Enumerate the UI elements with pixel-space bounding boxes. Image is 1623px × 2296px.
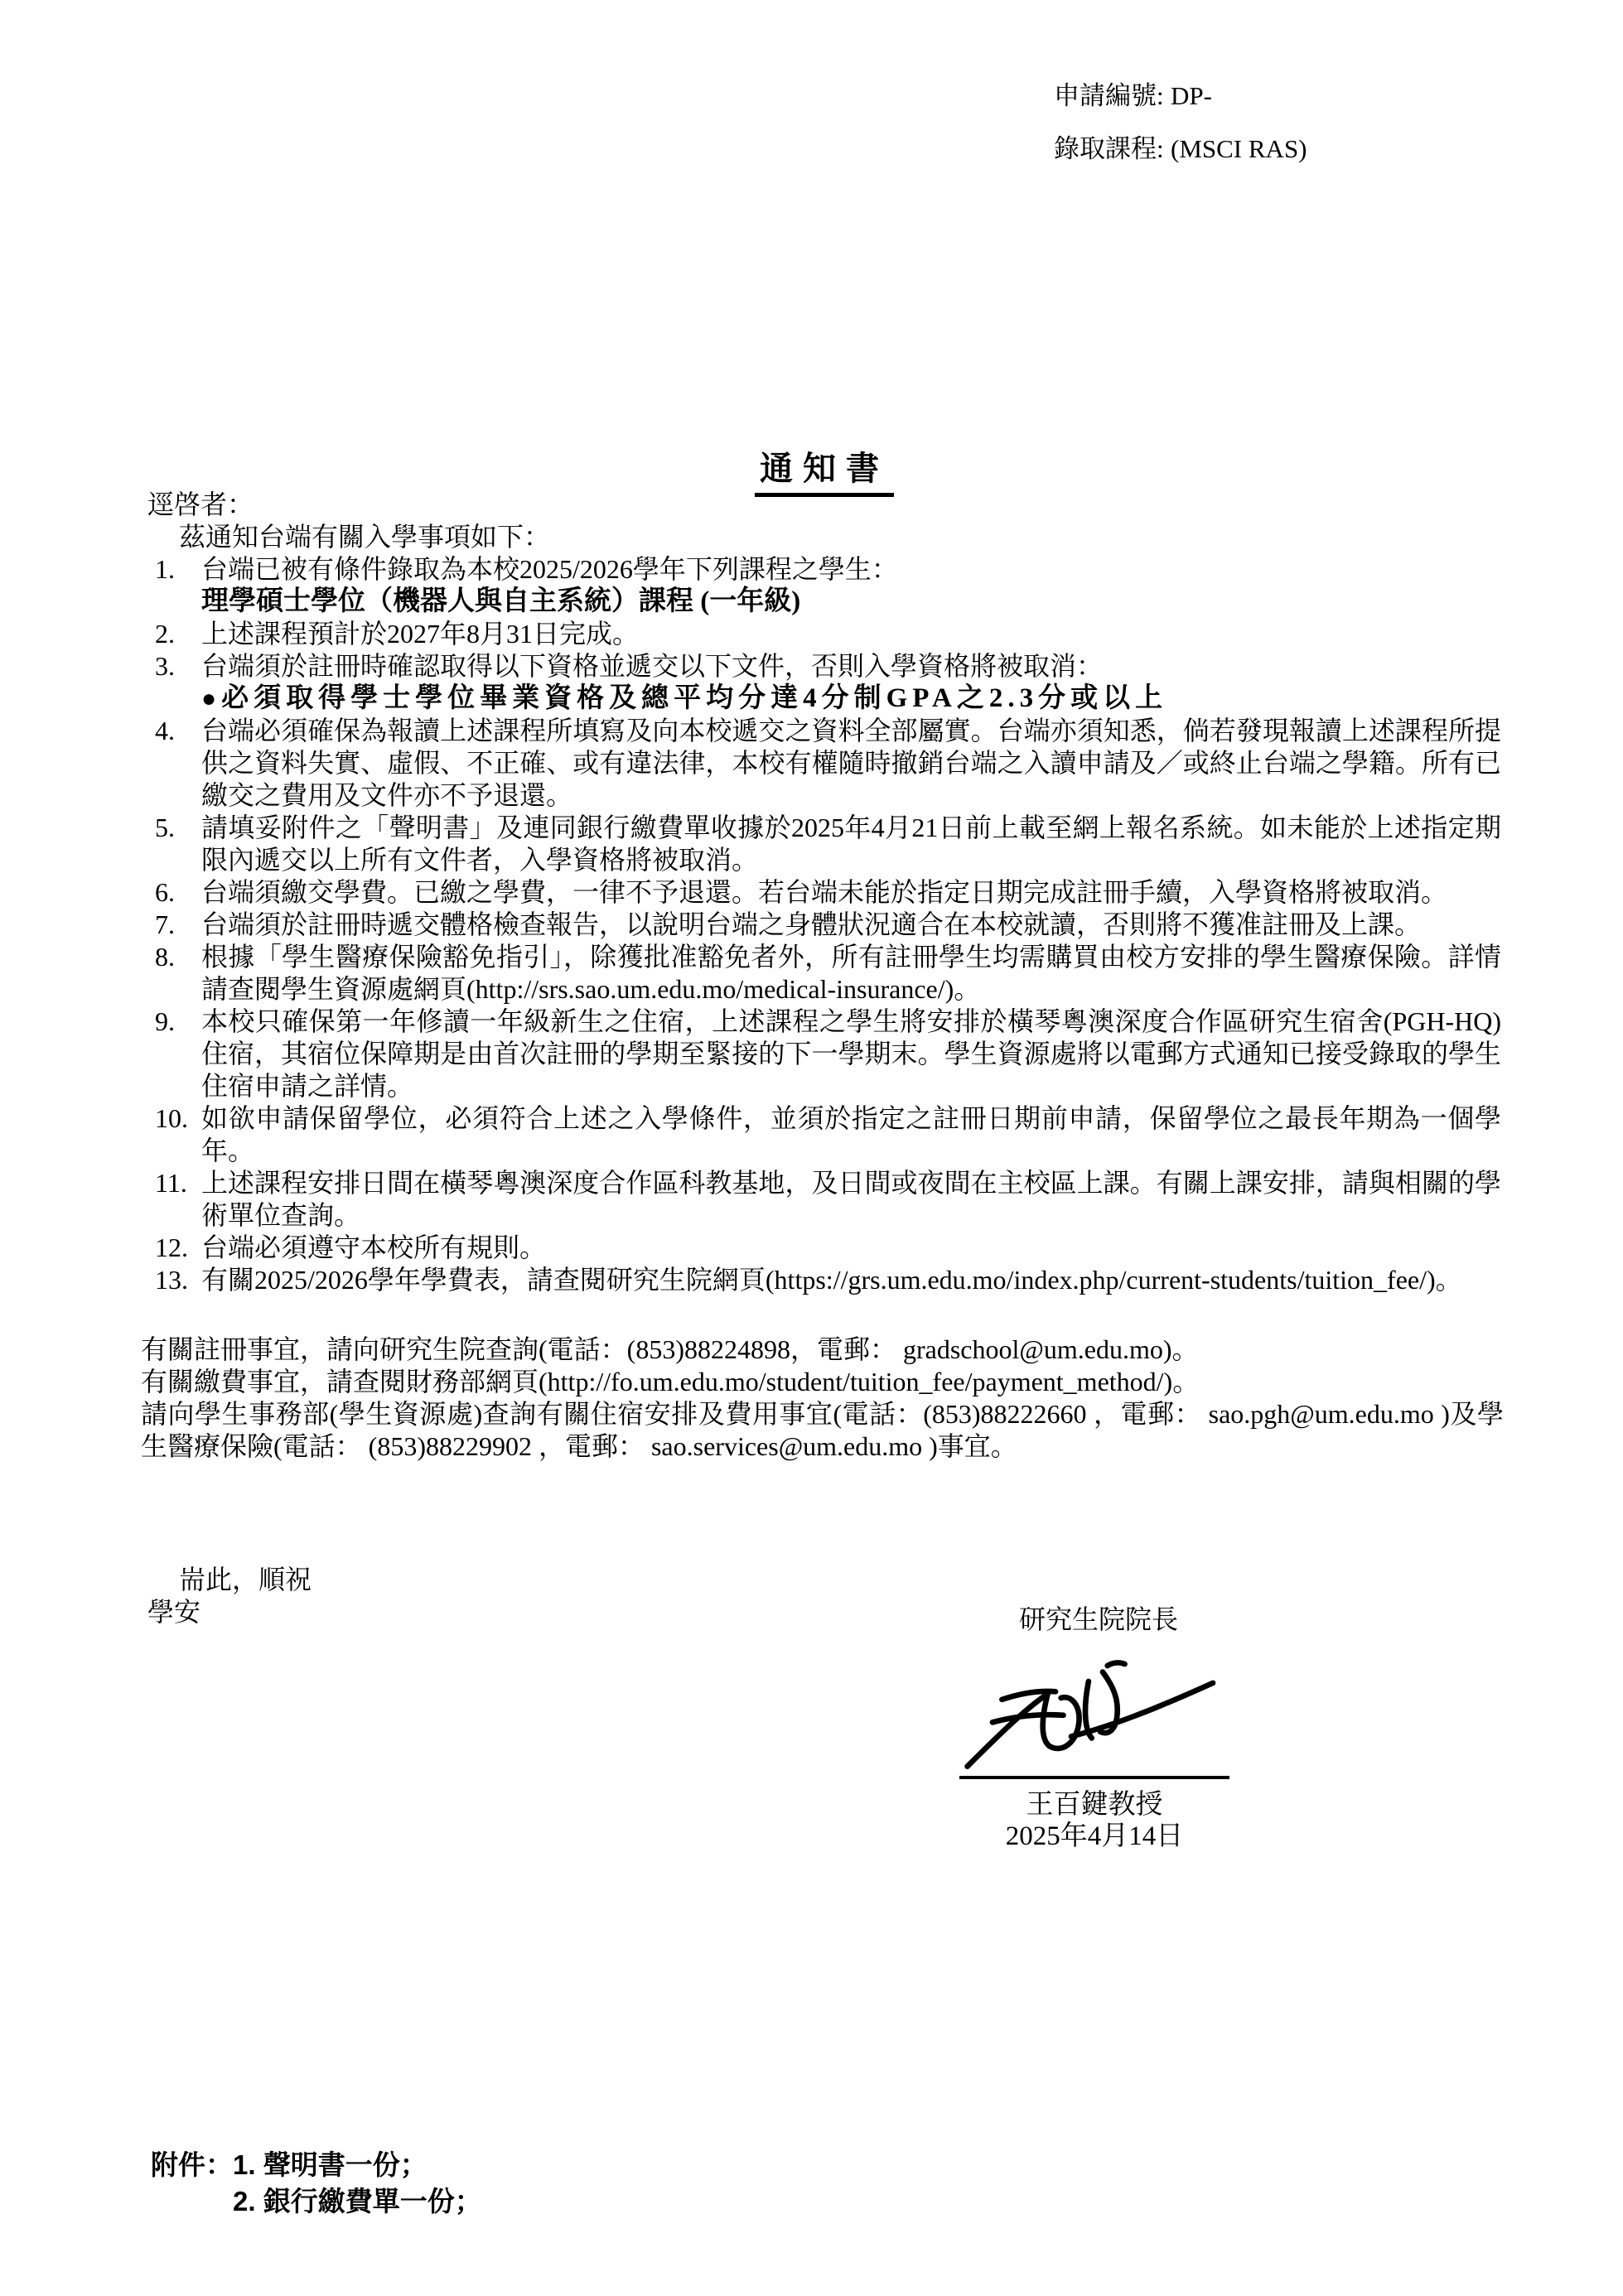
item-number: 5. <box>155 813 175 842</box>
item-number: 9. <box>155 1006 175 1036</box>
contact-paragraph: 請向學生事務部(學生資源處)查詢有關住宿安排及費用事宜(電話：(853)88222660 ，電郵： sao.pgh@um.edu.mo )及學生醫療保險(電話： (853)88229902 ，電郵： sao.services@um.edu.mo )事宜。 <box>141 1399 1504 1461</box>
list-item <box>147 1102 1501 1167</box>
list-item <box>147 618 1501 650</box>
dean-signature-image <box>946 1650 1228 1776</box>
item-text: 如欲申請保留學位，必須符合上述之入學條件，並須於指定之註冊日期前申請，保留學位之最長年期為一個學年。 <box>201 1103 1501 1165</box>
item-text: 上述課程預計於2027年8月31日完成。 <box>201 619 640 649</box>
attachment-item: 2. 銀行繳費單一份； <box>233 2186 482 2216</box>
closing-block <box>147 1564 312 1628</box>
attachment-item: 1. 聲明書一份； <box>233 2149 427 2180</box>
item-text: 台端須於註冊時遞交體格檢查報告，以說明台端之身體狀況適合在本校就讀，否則將不獲准註冊及上課。 <box>201 909 1422 939</box>
item-text: 台端須於註冊時確認取得以下資格並遞交以下文件，否則入學資格將被取消： <box>201 651 1104 681</box>
letter-date: 2025年4月14日 <box>1005 1821 1184 1851</box>
list-item <box>147 876 1501 909</box>
item-text: 根據「學生醫療保險豁免指引」，除獲批准豁免者外，所有註冊學生均需購買由校方安排的學生醫療保險。詳情請查閱學生資源處網頁(http://srs.sao.um.edu.mo/medical-insurance/)。 <box>201 942 1501 1004</box>
list-item <box>147 1167 1501 1232</box>
list-item <box>147 812 1501 876</box>
contact-info <box>141 1334 1504 1463</box>
item-text: 台端必須遵守本校所有規則。 <box>201 1232 547 1262</box>
contact-paragraph: 有關註冊事宜，請向研究生院查詢(電話：(853)88224898，電郵： gradschool@um.edu.mo)。 <box>141 1334 1199 1364</box>
gpa-requirement-text: 必須取得學士學位畢業資格及總平均分達4分制GPA之2.3分或以上 <box>221 683 1168 713</box>
admitted-program-row <box>1054 133 1307 166</box>
item-text: 台端必須確保為報讀上述課程所填寫及向本校遞交之資料全部屬實。台端亦須知悉，倘若發現報讀上述課程所提供之資料失實、虛假、不正確、或有違法律，本校有權隨時撤銷台端之入讀申請及／或終止台端之學籍。所有已繳交之費用及文件亦不予退還。 <box>201 716 1501 810</box>
admitted-program-label: 錄取課程: <box>1054 134 1164 163</box>
item-number: 10. <box>155 1103 188 1133</box>
list-item <box>147 650 1501 715</box>
list-item <box>147 1232 1501 1264</box>
item-number: 8. <box>155 942 175 972</box>
attachments-items <box>233 2147 482 2220</box>
list-item <box>147 715 1501 812</box>
item-text: 台端須繳交學費。已繳之學費，一律不予退還。若台端未能於指定日期完成註冊手續，入學資格將被取消。 <box>201 877 1448 907</box>
admitted-course-name: 理學碩士學位（機器人與自主系統）課程 (一年級) <box>201 586 801 616</box>
attachments-label: 附件： <box>151 2149 233 2180</box>
list-item <box>147 553 1501 618</box>
item-number: 13. <box>155 1265 188 1295</box>
contact-paragraph: 有關繳費事宜，請查閱財務部網頁(http://fo.um.edu.mo/student/tuition_fee/payment_method/)。 <box>141 1367 1200 1396</box>
item-text: 請填妥附件之「聲明書」及連同銀行繳費單收據於2025年4月21日前上載至網上報名系統。如未能於上述指定期限內遞交以上所有文件者，入學資格將被取消。 <box>201 813 1501 875</box>
list-item <box>147 1006 1501 1102</box>
dean-title: 研究生院院長 <box>1019 1604 1179 1634</box>
item-text: 上述課程安排日間在橫琴粵澳深度合作區科教基地，及日間或夜間在主校區上課。有關上課安排，請與相關的學術單位查詢。 <box>201 1168 1501 1230</box>
notice-title: 通知書 <box>755 442 894 497</box>
dean-name: 王百鍵教授 <box>1026 1790 1163 1820</box>
list-item <box>147 909 1501 941</box>
item-number: 11. <box>155 1168 187 1198</box>
item-number: 6. <box>155 877 175 907</box>
closing-phrase: 耑此，順祝 <box>179 1565 312 1594</box>
application-number-value: DP- <box>1171 81 1212 110</box>
item-number: 4. <box>155 716 175 745</box>
admitted-program-value: (MSCI RAS) <box>1171 134 1307 163</box>
item-number: 7. <box>155 909 175 939</box>
item-number: 1. <box>155 554 175 584</box>
attachments-block <box>151 2147 482 2220</box>
application-number-row <box>1054 80 1307 113</box>
item-text: 有關2025/2026學年學費表，請查閱研究生院網頁(https://grs.um.edu.mo/index.php/current-students/tuition_fee/)。 <box>201 1265 1462 1295</box>
item-number: 12. <box>155 1232 188 1262</box>
letter-body <box>147 489 1501 1296</box>
item-text: 台端已被有條件錄取為本校2025/2026學年下列課程之學生： <box>201 554 898 584</box>
bullet-icon: ● <box>201 685 217 712</box>
application-number-label: 申請編號: <box>1054 81 1164 110</box>
item-text: 本校只確保第一年修讀一年級新生之住宿，上述課程之學生將安排於橫琴粵澳深度合作區研究生宿舍(PGH-HQ)住宿，其宿位保障期是由首次註冊的學期至緊接的下一學期末。學生資源處將以電郵方式通知已接受錄取的學生住宿申請之詳情。 <box>201 1006 1501 1101</box>
item-number: 2. <box>155 619 175 649</box>
salutation: 逕啓者： <box>147 490 254 519</box>
list-item <box>147 941 1501 1006</box>
notice-item-list <box>147 553 1501 1296</box>
item-number: 3. <box>155 651 175 681</box>
closing-wish: 學安 <box>147 1597 201 1627</box>
list-item <box>147 1264 1501 1296</box>
intro-line: 茲通知台端有關入學事項如下： <box>179 522 551 552</box>
gpa-requirement-line <box>201 683 1501 715</box>
application-meta <box>1054 80 1307 166</box>
signature-divider <box>959 1776 1229 1779</box>
